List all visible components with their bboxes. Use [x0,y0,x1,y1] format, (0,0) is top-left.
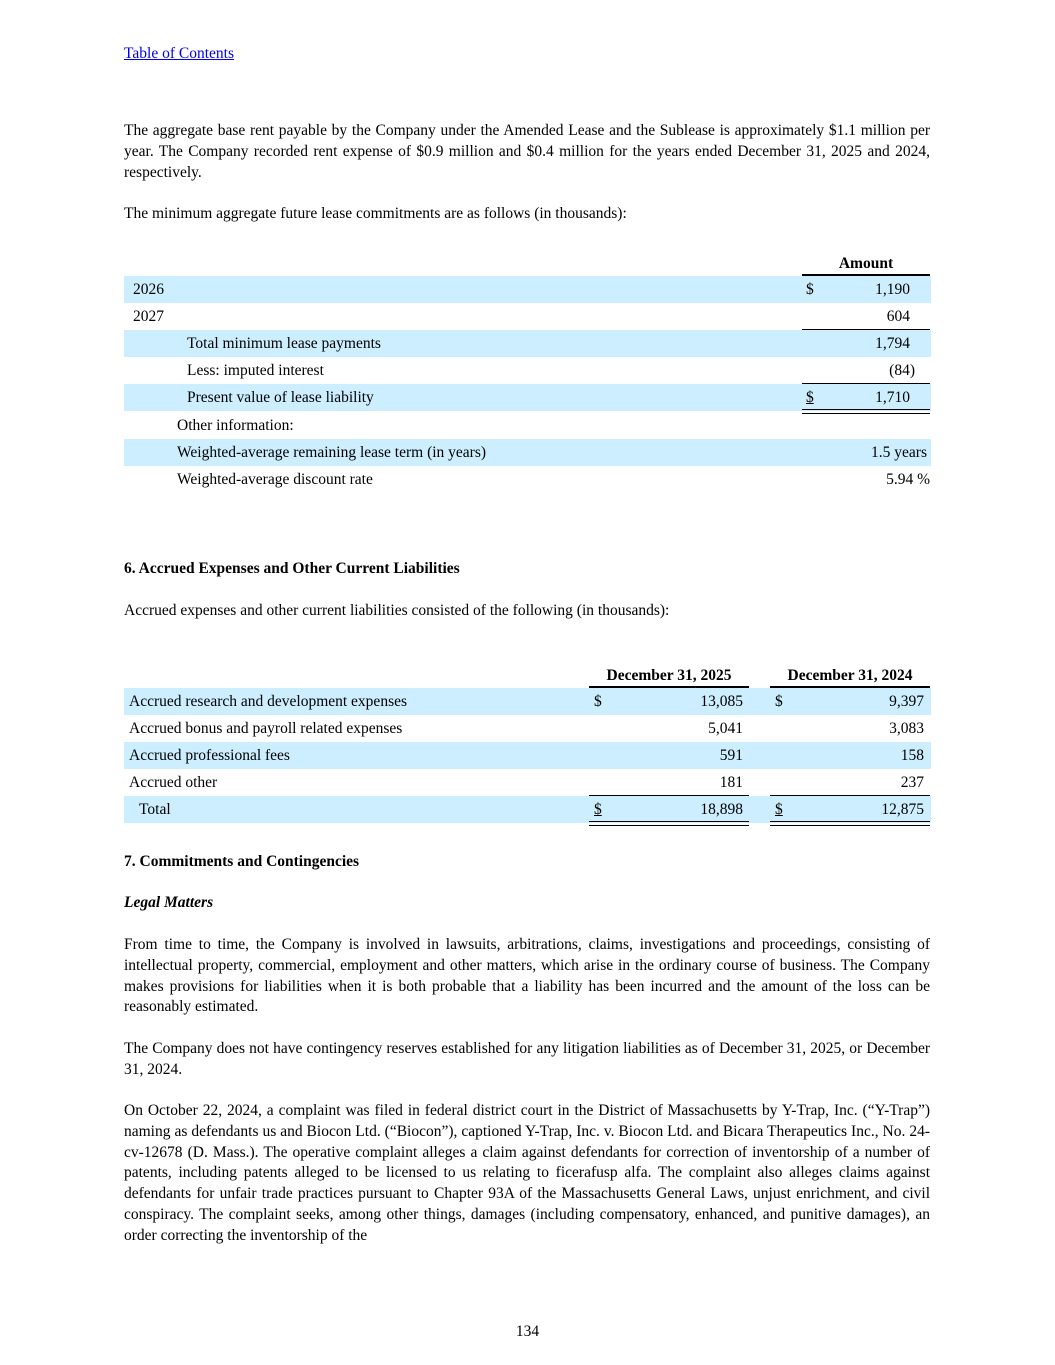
table-row [124,412,931,439]
row-label: 2026 [133,281,164,298]
legal-matters-subheading: Legal Matters [124,894,214,911]
value-2025: 181 [719,774,743,791]
table-row [124,357,931,384]
currency-symbol: $ [594,801,602,818]
row-label: Other information: [177,417,294,434]
table-row [124,715,931,742]
legal-paragraph-3: On October 22, 2024, a complaint was filed in federal district court in the District of Massachusetts by Y-Trap, Inc. (“Y-Trap”) naming as defendants us and Biocon Ltd. (“Biocon”), captioned Y-Trap, Inc. v. Biocon Ltd. and Bicara Therapeutics Inc., No. 24-cv-12678 (D. Mass.). The operative complaint alleges a claim against defendants for correction of inventorship of a number of patents, including patents alleged to be licensed to us relating to ficerafusp alfa. The complaint also alleges claims against defendants for unfair trade practices pursuant to Chapter 93A of the Massachusetts General Laws, unjust enrichment, and civil conspiracy. The complaint seeks, among other things, damages (including compensatory, enhanced, and punitive damages), an order correcting the inventorship of the [124,1102,930,1244]
currency-symbol: $ [594,693,602,710]
table-row [124,330,931,357]
row-value: 1,794 [875,335,910,352]
table-row [124,466,931,493]
table-row [124,688,931,715]
row-label: Weighted-average remaining lease term (in years) [177,444,487,461]
page-number: 134 [515,1323,540,1340]
row-value: 604 [886,308,910,325]
row-label: Total [139,801,171,818]
currency-symbol: $ [806,389,814,406]
row-label: 2027 [133,308,164,325]
row-label: Accrued other [129,774,218,791]
table-row [124,276,931,303]
value-2025: 591 [719,747,743,764]
section-6-heading: 6. Accrued Expenses and Other Current Liabilities [124,560,460,577]
table-row [124,303,931,330]
table-row [124,769,931,796]
row-value: 1,710 [875,389,910,406]
value-2025: 5,041 [708,720,743,737]
rent-paragraph: The aggregate base rent payable by the Company under the Amended Lease and the Sublease is approximately $1.1 million per year. The Company recorded rent expense of $0.9 million and $0.4 million for the years ended December 31, 2025 and 2024, respectively. [124,122,930,181]
legal-paragraph-1: From time to time, the Company is involved in lawsuits, arbitrations, claims, investigations and proceedings, consisting of intellectual property, commercial, employment and other matters, which arise in the ordinary course of business. The Company makes provisions for liabilities when it is both probable that a liability has been incurred and the amount of the loss can be reasonably estimated. [124,936,930,1016]
row-value: 5.94 % [886,471,930,488]
column-header-2025: December 31, 2025 [606,667,732,684]
value-2025: 13,085 [700,693,743,710]
currency-symbol: $ [806,281,814,298]
accrued-expenses-table [124,664,931,829]
value-2024: 237 [900,774,924,791]
total-double-rule [589,821,749,826]
table-row [124,439,931,466]
lease-commitments-intro: The minimum aggregate future lease commitments are as follows (in thousands): [124,205,627,222]
lease-commitments-table [124,252,931,492]
currency-symbol: $ [775,801,783,818]
column-header-2024: December 31, 2024 [787,667,913,684]
row-value: 1,190 [875,281,910,298]
table-row [124,796,931,823]
row-label: Accrued bonus and payroll related expenses [129,720,403,737]
value-2024: 158 [900,747,924,764]
row-label: Accrued professional fees [129,747,290,764]
row-value: 1.5 years [871,444,927,461]
value-2024: 12,875 [881,801,924,818]
value-2025: 18,898 [700,801,743,818]
table-row [124,384,931,411]
value-2024: 9,397 [889,693,924,710]
row-label: Weighted-average discount rate [177,471,373,488]
currency-symbol: $ [775,693,783,710]
accrued-intro: Accrued expenses and other current liabilities consisted of the following (in thousands): [124,602,670,619]
row-label: Less: imputed interest [187,362,324,379]
legal-paragraph-2: The Company does not have contingency reserves established for any litigation liabilities as of December 31, 2025, or December 31, 2024. [124,1040,930,1078]
table-row [124,742,931,769]
section-7-heading: 7. Commitments and Contingencies [124,853,360,870]
row-value: (84) [889,362,915,379]
row-label: Present value of lease liability [187,389,374,406]
total-double-rule [770,821,930,826]
value-2024: 3,083 [889,720,924,737]
row-label: Accrued research and development expenses [129,693,408,710]
column-header-amount: Amount [838,255,894,272]
table-of-contents-link[interactable]: Table of Contents [124,45,234,62]
row-label: Total minimum lease payments [187,335,381,352]
